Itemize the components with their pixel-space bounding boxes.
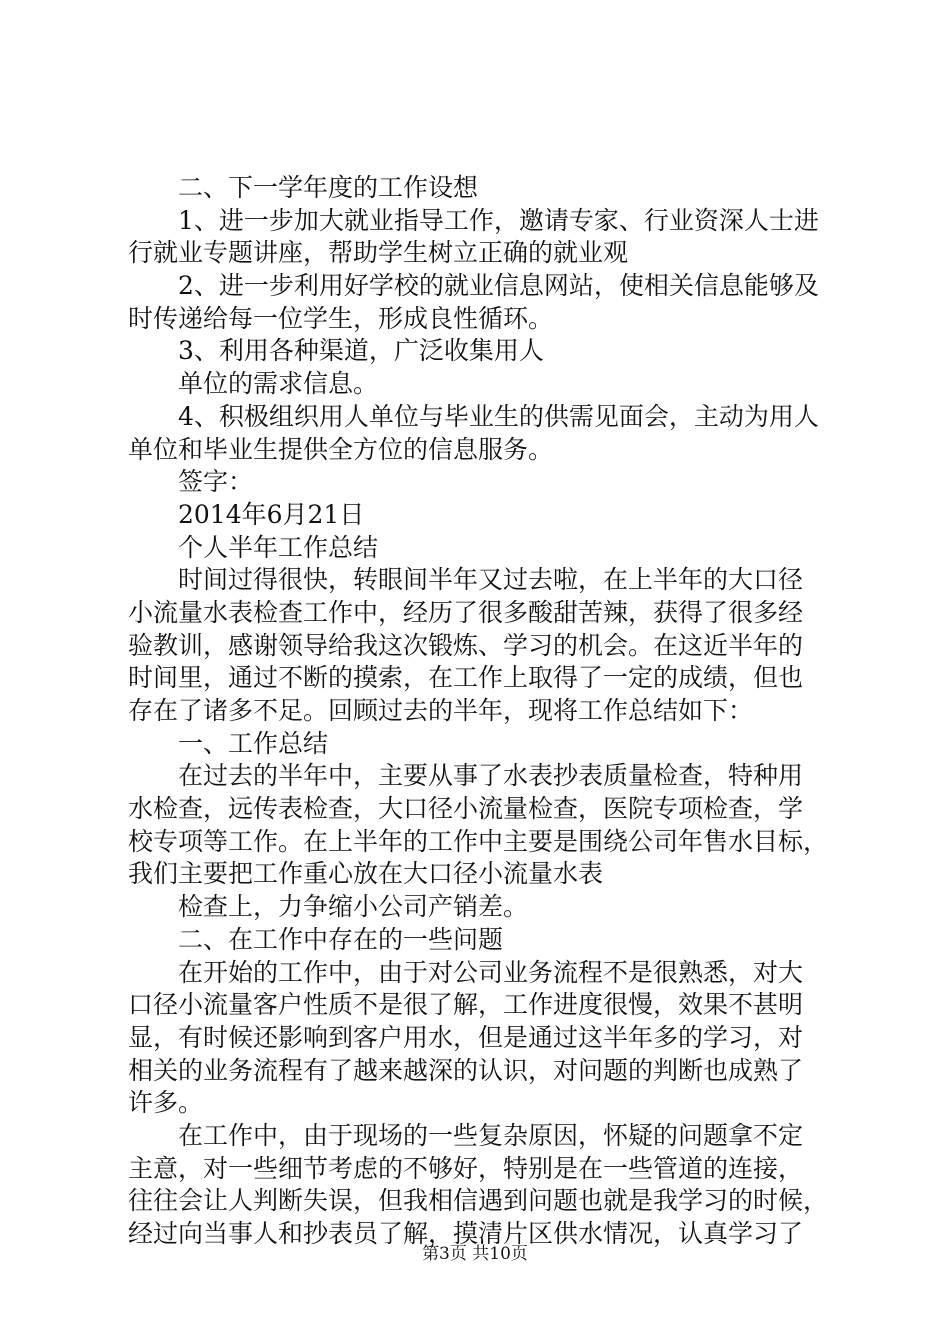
text-line: 检查上，力争缩小公司产销差。: [178, 892, 529, 922]
text-line: 往往会让人判断失误，但我相信遇到问题也就是我学习的时候，: [128, 1186, 829, 1216]
text-line: 2014年6月21日: [178, 499, 365, 529]
text-line: 个人半年工作总结: [178, 532, 379, 562]
text-line: 二、在工作中存在的一些问题: [178, 924, 504, 954]
text-line: 在工作中，由于现场的一些复杂原因，怀疑的问题拿不定: [178, 1120, 804, 1150]
text-line: 相关的业务流程有了越来越深的认识，对问题的判断也成熟了: [128, 1055, 804, 1085]
text-line: 行就业专题讲座，帮助学生树立正确的就业观: [128, 238, 629, 268]
document-body: [128, 172, 833, 1251]
text-line: 存在了诸多不足。回顾过去的半年，现将工作总结如下：: [128, 696, 754, 725]
text-line: 单位的需求信息。: [178, 369, 379, 399]
text-line: 我们主要把工作重心放在大口径小流量水表: [128, 859, 604, 889]
text-line: 水检查，远传表检查，大口径小流量检查，医院专项检查，学: [128, 794, 804, 824]
text-line: 校专项等工作。在上半年的工作中主要是围绕公司年售水目标，: [128, 826, 829, 856]
text-line: 时间里，通过不断的摸索，在工作上取得了一定的成绩，但也: [128, 663, 804, 693]
text-line: 一、工作总结: [178, 728, 329, 758]
text-line: 签字：: [178, 467, 254, 497]
text-line: 时间过得很快，转眼间半年又过去啦，在上半年的大口径: [178, 565, 804, 595]
text-line: 小流量水表检查工作中，经历了很多酸甜苦辣，获得了很多经: [128, 597, 804, 627]
text-line: 主意，对一些细节考虑的不够好，特别是在一些管道的连接，: [128, 1153, 804, 1183]
text-line: 在过去的半年中，主要从事了水表抄表质量检查，特种用: [178, 761, 804, 791]
text-line: 1、进一步加大就业指导工作，邀请专家、行业资深人士进: [178, 205, 819, 235]
text-line: 3、利用各种渠道，广泛收集用人: [178, 336, 544, 366]
text-line: 时传递给每一位学生，形成良性循环。: [128, 303, 554, 333]
text-line: 经过向当事人和抄表员了解，摸清片区供水情况，认真学习了: [128, 1219, 804, 1248]
text-line: 4、积极组织用人单位与毕业生的供需见面会，主动为用人: [178, 401, 819, 431]
text-line: 2、进一步利用好学校的就业信息网站，使相关信息能够及: [178, 271, 819, 301]
page-footer: 第3页 共10页: [422, 1244, 528, 1264]
text-line: 口径小流量客户性质不是很了解，工作进度很慢，效果不甚明: [128, 990, 804, 1020]
text-line: 许多。: [128, 1088, 204, 1118]
text-line: 二、下一学年度的工作设想: [178, 173, 479, 202]
text-line: 显，有时候还影响到客户用水，但是通过这半年多的学习，对: [128, 1022, 804, 1052]
text-line: 验教训，感谢领导给我这次锻炼、学习的机会。在这近半年的: [128, 630, 804, 660]
text-line: 在开始的工作中，由于对公司业务流程不是很熟悉，对大: [178, 957, 804, 987]
text-line: 单位和毕业生提供全方位的信息服务。: [128, 434, 554, 464]
